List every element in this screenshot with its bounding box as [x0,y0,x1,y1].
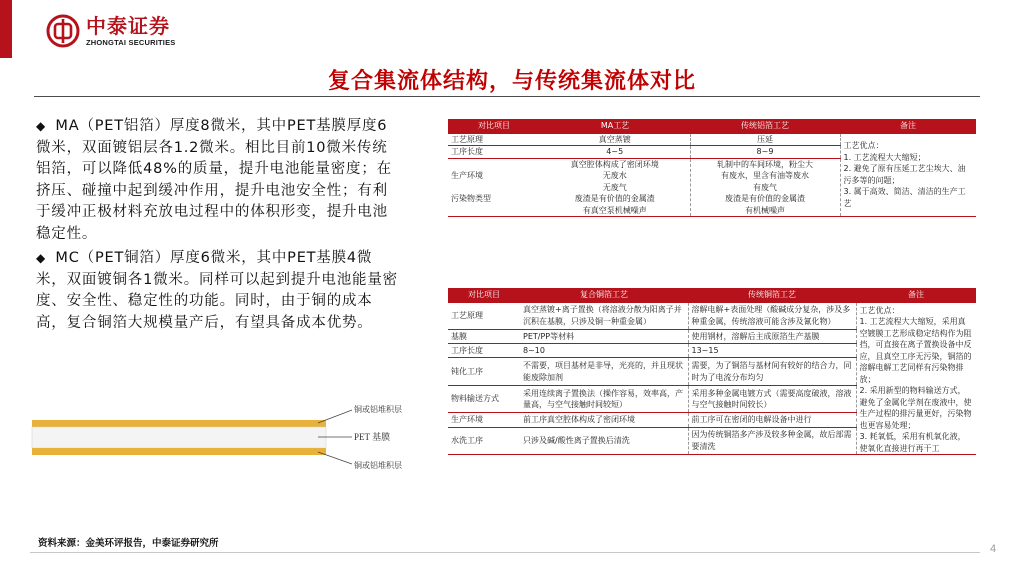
table2-cell-item: 水洗工序 [448,427,520,454]
header-accent-bar [0,0,12,58]
table2-cell-trad: 溶解电解+表面处理（酸碱成分复杂，涉及多种重金属，传统溶液可能含涉及氰化物） [688,302,856,329]
paragraph-ma [36,116,400,245]
table2-cell-composite: PET/PP等材料 [520,329,688,343]
table2-note: 工艺优点： 1. 工艺流程大大缩短，采用真空镀膜工艺形成稳定结构作为阻挡，可直接在离子置换设备中反应，且真空工序无污染，铜箔的溶解电解工艺同样有污染物排放； 2. 采用新型的物料输送方式，避免了金属化学剂在废液中，使生产过程的排污量更好，污染物也更容易处理； 3. 耗氧低，采用有机氧化液，使氧化直接进行再干工 [856,302,976,455]
footer-divider [30,552,980,553]
table1-cell-trad: 压延 [690,133,840,146]
table1-header-item: 对比项目 [448,119,540,133]
paragraph-mc [36,248,400,334]
table2-header-trad: 传统铜箔工艺 [688,288,856,302]
table2-cell-composite: 8~10 [520,344,688,358]
company-logo [46,12,176,50]
table2-cell-trad: 需要，为了铜箔与基材间有较好的结合力，同时为了电流分布均匀 [688,358,856,385]
table-row [448,133,976,146]
copper-foil-comparison-table [448,288,976,455]
table2-header-note: 备注 [856,288,976,302]
table1-cell-ma: 真空蒸镀 [540,133,690,146]
table1-header-ma: MA工艺 [540,119,690,133]
table1-cell-item: 生产环境 污染物类型 [448,158,540,217]
paragraph-ma-text: MA（PET铝箔）厚度8微米，其中PET基膜厚度6微米，双面镀铝层各1.2微米。相比目前10微米传统铝箔，可以降低48%的质量，提升电池能量密度；在挤压、碰撞中起到缓冲作用，提升电池安全性；有利于缓冲正极材料充放电过程中的体积形变，提升电池稳定性。 [36,118,392,242]
bottom-metal-layer [32,448,326,455]
ma-vs-aluminum-table [448,119,976,217]
table2-cell-trad: 13~15 [688,344,856,358]
table2-header-item: 对比项目 [448,288,520,302]
title-divider [34,96,980,97]
table1-header-note: 备注 [840,119,976,133]
source-note: 资料来源：金美环评报告，中泰证券研究所 [38,538,219,549]
paragraph-mc-text: MC（PET铜箔）厚度6微米，其中PET基膜4微米，双面镀铜各1微米。同样可以起到提升电池能量密度、安全性、稳定性的功能。同时，由于铜的成本高，复合铜箔大规模量产后，有望具备成本优势。 [36,250,398,331]
table1-cell-trad: 8~9 [690,146,840,159]
top-label-leader [318,410,352,423]
table2-cell-item: 生产环境 [448,413,520,427]
table2-cell-trad: 采用多种金属电镀方式（需要高度破液，溶液与空气接触时间较长） [688,385,856,412]
top-metal-layer [32,420,326,427]
table1-header-trad: 传统铝箔工艺 [690,119,840,133]
pet-film-label: PET 基膜 [354,432,391,442]
table2-cell-item: 物料输送方式 [448,385,520,412]
slide-title: 复合集流体结构，与传统集流体对比 [327,69,696,94]
bullet-diamond-icon: ◆ [36,119,47,133]
table2-cell-composite: 前工序真空腔体构成了密闭环境 [520,413,688,427]
table2-header-composite: 复合铜箔工艺 [520,288,688,302]
table2-cell-composite: 采用连续离子置换法（操作容易，效率高，产量高，与空气接触时间较短） [520,385,688,412]
table2-cell-composite: 真空蒸镀+离子置换（将溶液分散为阳离子并沉积在基膜，只涉及铜一种重金属） [520,302,688,329]
table2-cell-trad: 前工序可在密闭的电解设备中进行 [688,413,856,427]
table2-cell-trad: 因为传统铜箔多产涉及较多种金属，故后部需要清洗 [688,427,856,454]
table1-note: 工艺优点： 1. 工艺流程大大缩短； 2. 避免了原有压延工艺尘埃大、油污多等的问题； 3. 属于高效、简洁、清洁的生产工艺 [840,133,976,217]
table2-cell-item: 基膜 [448,329,520,343]
table2-cell-trad: 使用钢材，溶解后主成原箔生产基膜 [688,329,856,343]
pet-film-layer [32,427,326,448]
table2-cell-composite: 只涉及碱/酸性离子置换后清洗 [520,427,688,454]
table-row [448,302,976,329]
logo-english-name: ZHONGTAI SECURITIES [86,37,176,47]
bottom-label-leader [318,452,352,464]
table2-cell-composite: 不需要，项目基材是非导，光亮的，并且现状能废除加剂 [520,358,688,385]
table2-cell-item: 钝化工序 [448,358,520,385]
logo-chinese-name: 中泰证券 [86,13,170,38]
page-number: 4 [990,543,997,555]
table1-cell-ma: 4~5 [540,146,690,159]
table1-cell-item: 工序长度 [448,146,540,159]
composite-foil-structure-diagram [26,396,426,476]
bullet-diamond-icon: ◆ [36,251,47,265]
bottom-layer-label: 铜或铝堆积层 [354,461,402,470]
zhongtai-logo-icon [46,14,80,48]
table1-cell-item: 工艺原理 [448,133,540,146]
table2-cell-item: 工序长度 [448,344,520,358]
top-layer-label: 铜或铝堆积层 [354,405,402,414]
table1-cell-ma: 真空腔体构成了密闭环境 无废水 无废气 废渣是有价值的金属渣 有真空泵机械噪声 [540,158,690,217]
table2-cell-item: 工艺原理 [448,302,520,329]
table1-cell-trad: 轧制中的车间环境，粉尘大 有废水，里含有油等废水 有废气 废渣是有价值的金属渣 有机械噪声 [690,158,840,217]
